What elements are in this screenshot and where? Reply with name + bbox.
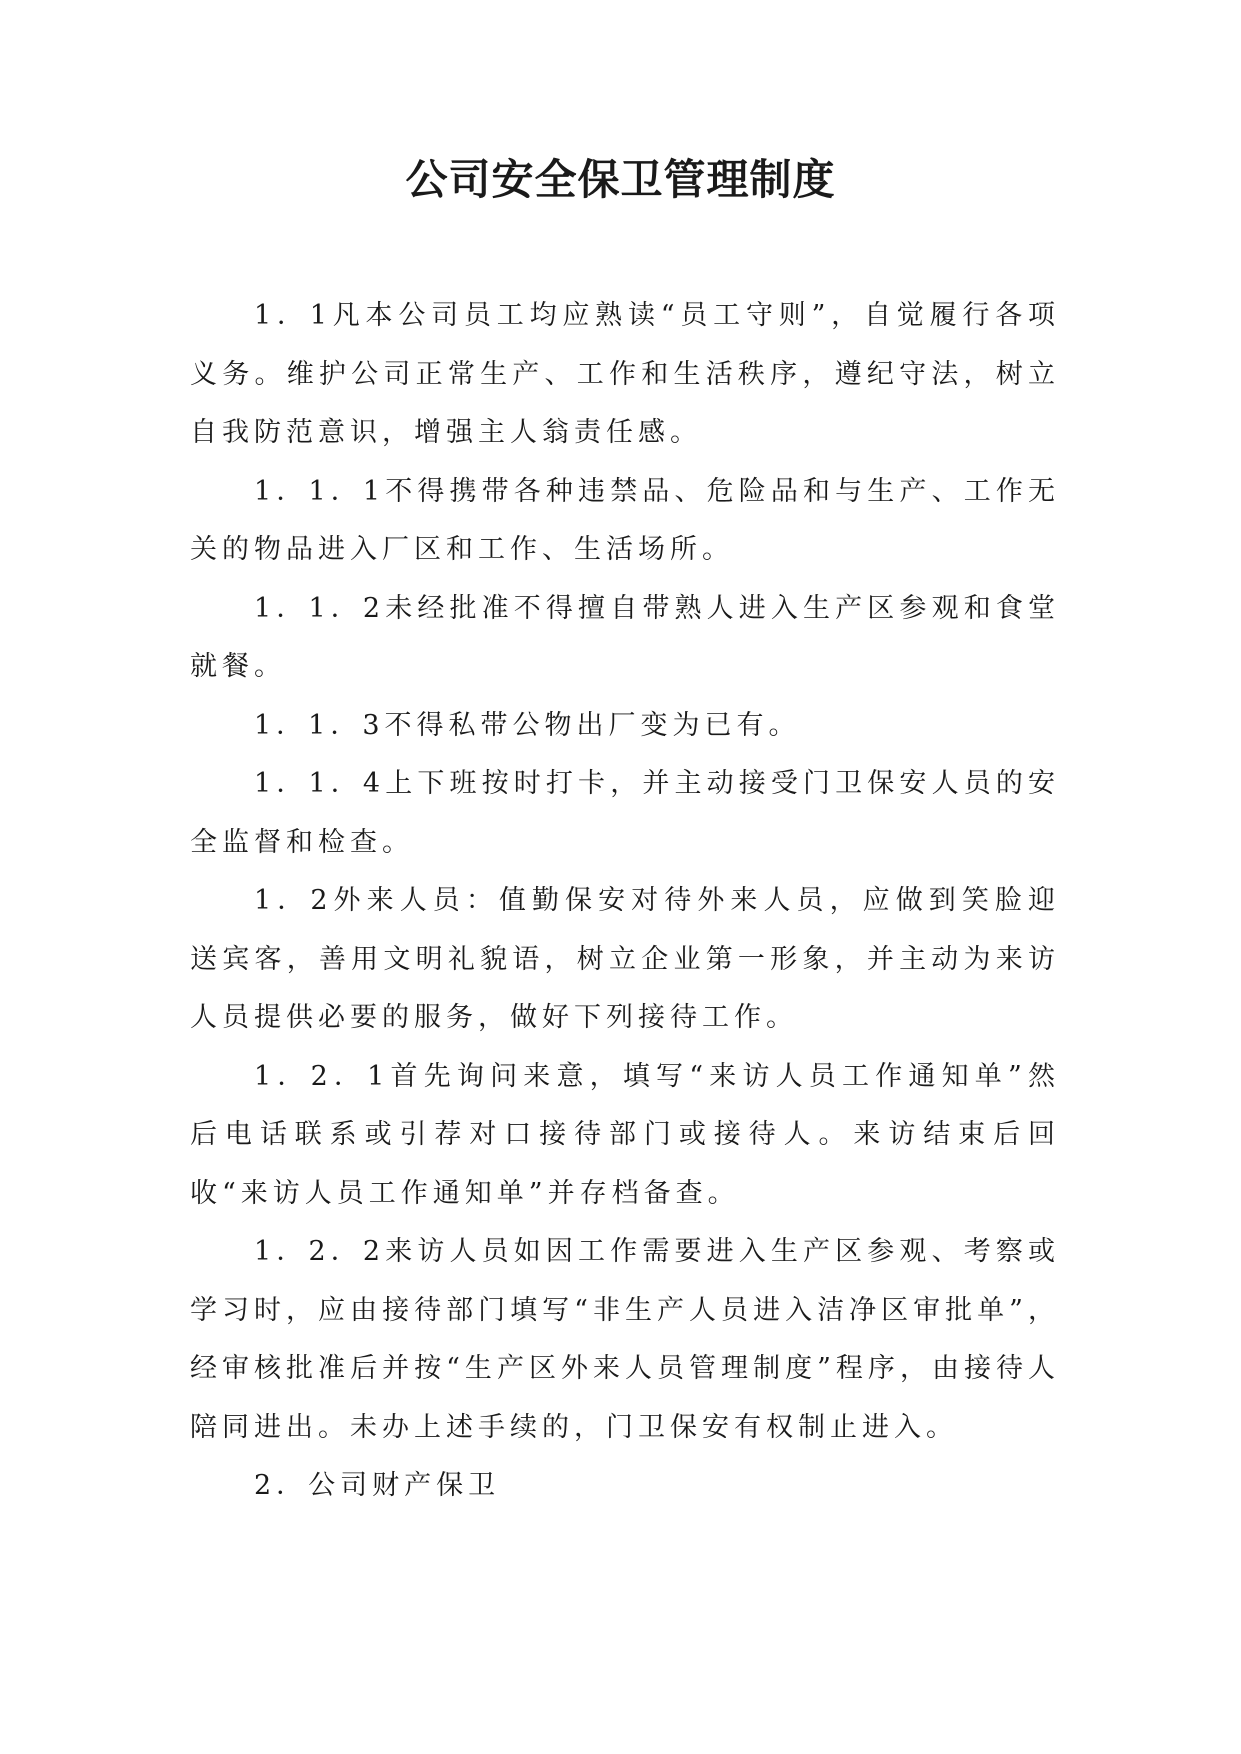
paragraph-1-1-3: 1．1．3不得私带公物出厂变为已有。 [254,709,801,741]
section-heading-2: 2．公司财产保卫 [254,1470,501,1501]
document-body [190,287,1060,1516]
paragraph-1-2-1: 1．2．1首先询问来意，填写“来访人员工作通知单”然后电话联系或引荐对口接待部门或接待人。来访结束后回收“来访人员工作通知单”并存档备查。 [190,1060,1060,1209]
paragraph-1-2-2: 1．2．2来访人员如因工作需要进入生产区参观、考察或学习时，应由接待部门填写“非生产人员进入洁净区审批单”，经审核批准后并按“生产区外来人员管理制度”程序，由接待人陪同进出。未办上述手续的，门卫保安有权制止进入。 [190,1236,1060,1443]
paragraph-1-1: 1．1凡本公司员工均应熟读“员工守则”，自觉履行各项义务。维护公司正常生产、工作和生活秩序，遵纪守法，树立自我防范意识，增强主人翁责任感。 [190,300,1060,448]
document-title: 公司安全保卫管理制度 [405,155,836,204]
paragraph-1-1-4: 1．1．4上下班按时打卡，并主动接受门卫保安人员的安全监督和检查。 [190,768,1060,858]
paragraph-1-2: 1．2外来人员：值勤保安对待外来人员，应做到笑脸迎送宾客，善用文明礼貌语，树立企业第一形象，并主动为来访人员提供必要的服务，做好下列接待工作。 [190,885,1060,1033]
paragraph-1-1-2: 1．1．2未经批准不得擅自带熟人进入生产区参观和食堂就餐。 [190,592,1060,682]
paragraph-1-1-1: 1．1．1不得携带各种违禁品、危险品和与生产、工作无关的物品进入厂区和工作、生活场所。 [190,475,1060,565]
